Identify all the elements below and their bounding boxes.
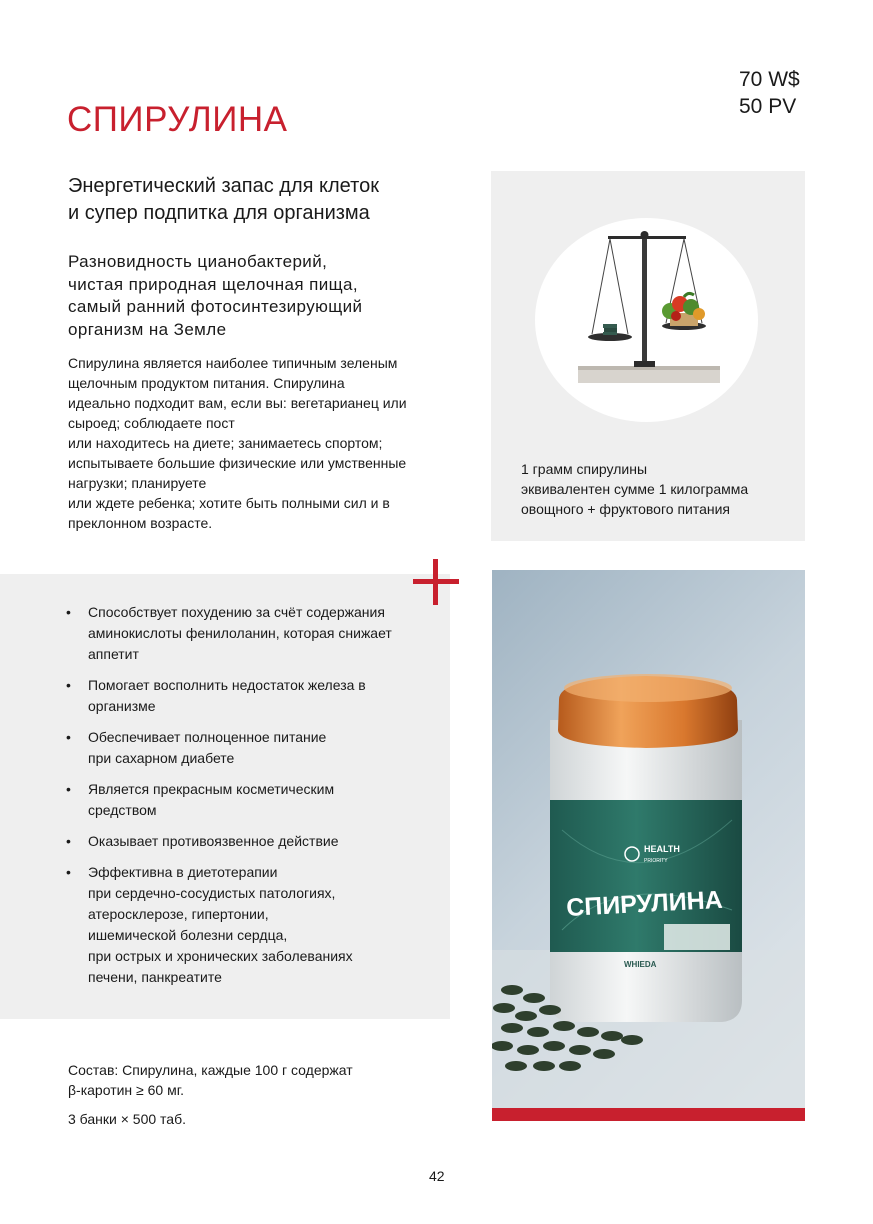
page-title: СПИРУЛИНА — [67, 100, 288, 139]
accent-bar — [492, 1108, 805, 1121]
list-item-text: Оказывает противоязвенное действие — [88, 833, 339, 849]
list-item — [66, 862, 436, 988]
bullet-icon: • — [66, 604, 71, 620]
product-jar-image — [492, 570, 805, 1108]
brand-line1: HEALTH — [644, 844, 680, 854]
brand-line2: PRIORITY — [644, 858, 668, 864]
subtitle — [68, 173, 379, 227]
page-number: 42 — [429, 1168, 445, 1184]
body-line: преклонном возрасте. — [68, 515, 213, 531]
list-item — [66, 675, 436, 717]
body-line: или ждете ребенка; хотите быть полными сил и в — [68, 495, 390, 511]
description — [68, 251, 362, 341]
price-ws: 70 W$ — [739, 68, 800, 91]
caption-line: 1 грамм спирулины — [521, 461, 647, 477]
subtitle-line: и супер подпитка для организма — [68, 202, 370, 224]
jar-label-text: СПИРУЛИНА — [565, 885, 724, 922]
price-pv: 50 PV — [739, 95, 797, 118]
composition — [68, 1060, 353, 1138]
description-line: организм на Земле — [68, 319, 227, 339]
bullet-icon: • — [66, 864, 71, 880]
body-paragraph — [68, 353, 428, 533]
body-line: идеально подходит вам, если вы: вегетарианец или — [68, 395, 407, 411]
description-line: самый ранний фотосинтезирующий — [68, 297, 363, 316]
list-item — [66, 831, 436, 852]
plus-icon — [413, 559, 459, 605]
list-item-text: Способствует похудению за счёт содержания аминокислоты фенилоланин, которая снижает аппетит — [88, 604, 392, 662]
composition-line: β-каротин ≥ 60 мг. — [68, 1082, 184, 1098]
bullet-icon: • — [66, 833, 71, 849]
description-line: Разновидность цианобактерий, — [68, 252, 328, 271]
bullet-icon: • — [66, 677, 71, 693]
body-line: нагрузки; планируете — [68, 475, 207, 491]
list-item-text: Является прекрасным косметическим средством — [88, 781, 335, 818]
bullet-icon: • — [66, 729, 71, 745]
package-info: 3 банки × 500 таб. — [68, 1111, 186, 1127]
benefits-list — [66, 602, 436, 998]
list-item — [66, 727, 436, 769]
balance-scale-icon — [560, 225, 730, 395]
caption-line: овощного + фруктового питания — [521, 501, 731, 517]
bullet-icon: • — [66, 781, 71, 797]
maker-text: WHIEDA — [624, 960, 657, 969]
body-line: щелочным продуктом питания. Спирулина — [68, 375, 345, 391]
description-line: чистая природная щелочная пища, — [68, 274, 358, 294]
price-block — [739, 66, 800, 120]
product-photo — [492, 570, 805, 1108]
composition-line: Состав: Спирулина, каждые 100 г содержат — [68, 1062, 353, 1078]
body-line: Спирулина является наиболее типичным зеленым — [68, 355, 398, 371]
caption-line: эквивалентен сумме 1 килограмма — [521, 481, 749, 497]
subtitle-line: Энергетический запас для клеток — [68, 175, 379, 197]
list-item-text: Помогает восполнить недостаток железа в организме — [88, 677, 366, 714]
body-line: сыроед; соблюдаете пост — [68, 415, 235, 431]
body-line: испытываете большие физические или умственные — [68, 455, 407, 471]
list-item-text: Обеспечивает полноценное питание при сахарном диабете — [88, 729, 327, 766]
illustration-caption — [521, 459, 748, 519]
list-item-text: Эффективна в диетотерапии при сердечно-сосудистых патологиях, атеросклерозе, гипертонии, ишемической болезни сердца, при острых и хронических заболеваниях печени, панкреатите — [88, 864, 353, 985]
body-line: или находитесь на диете; занимаетесь спортом; — [68, 435, 383, 451]
list-item — [66, 602, 436, 665]
list-item — [66, 779, 436, 821]
